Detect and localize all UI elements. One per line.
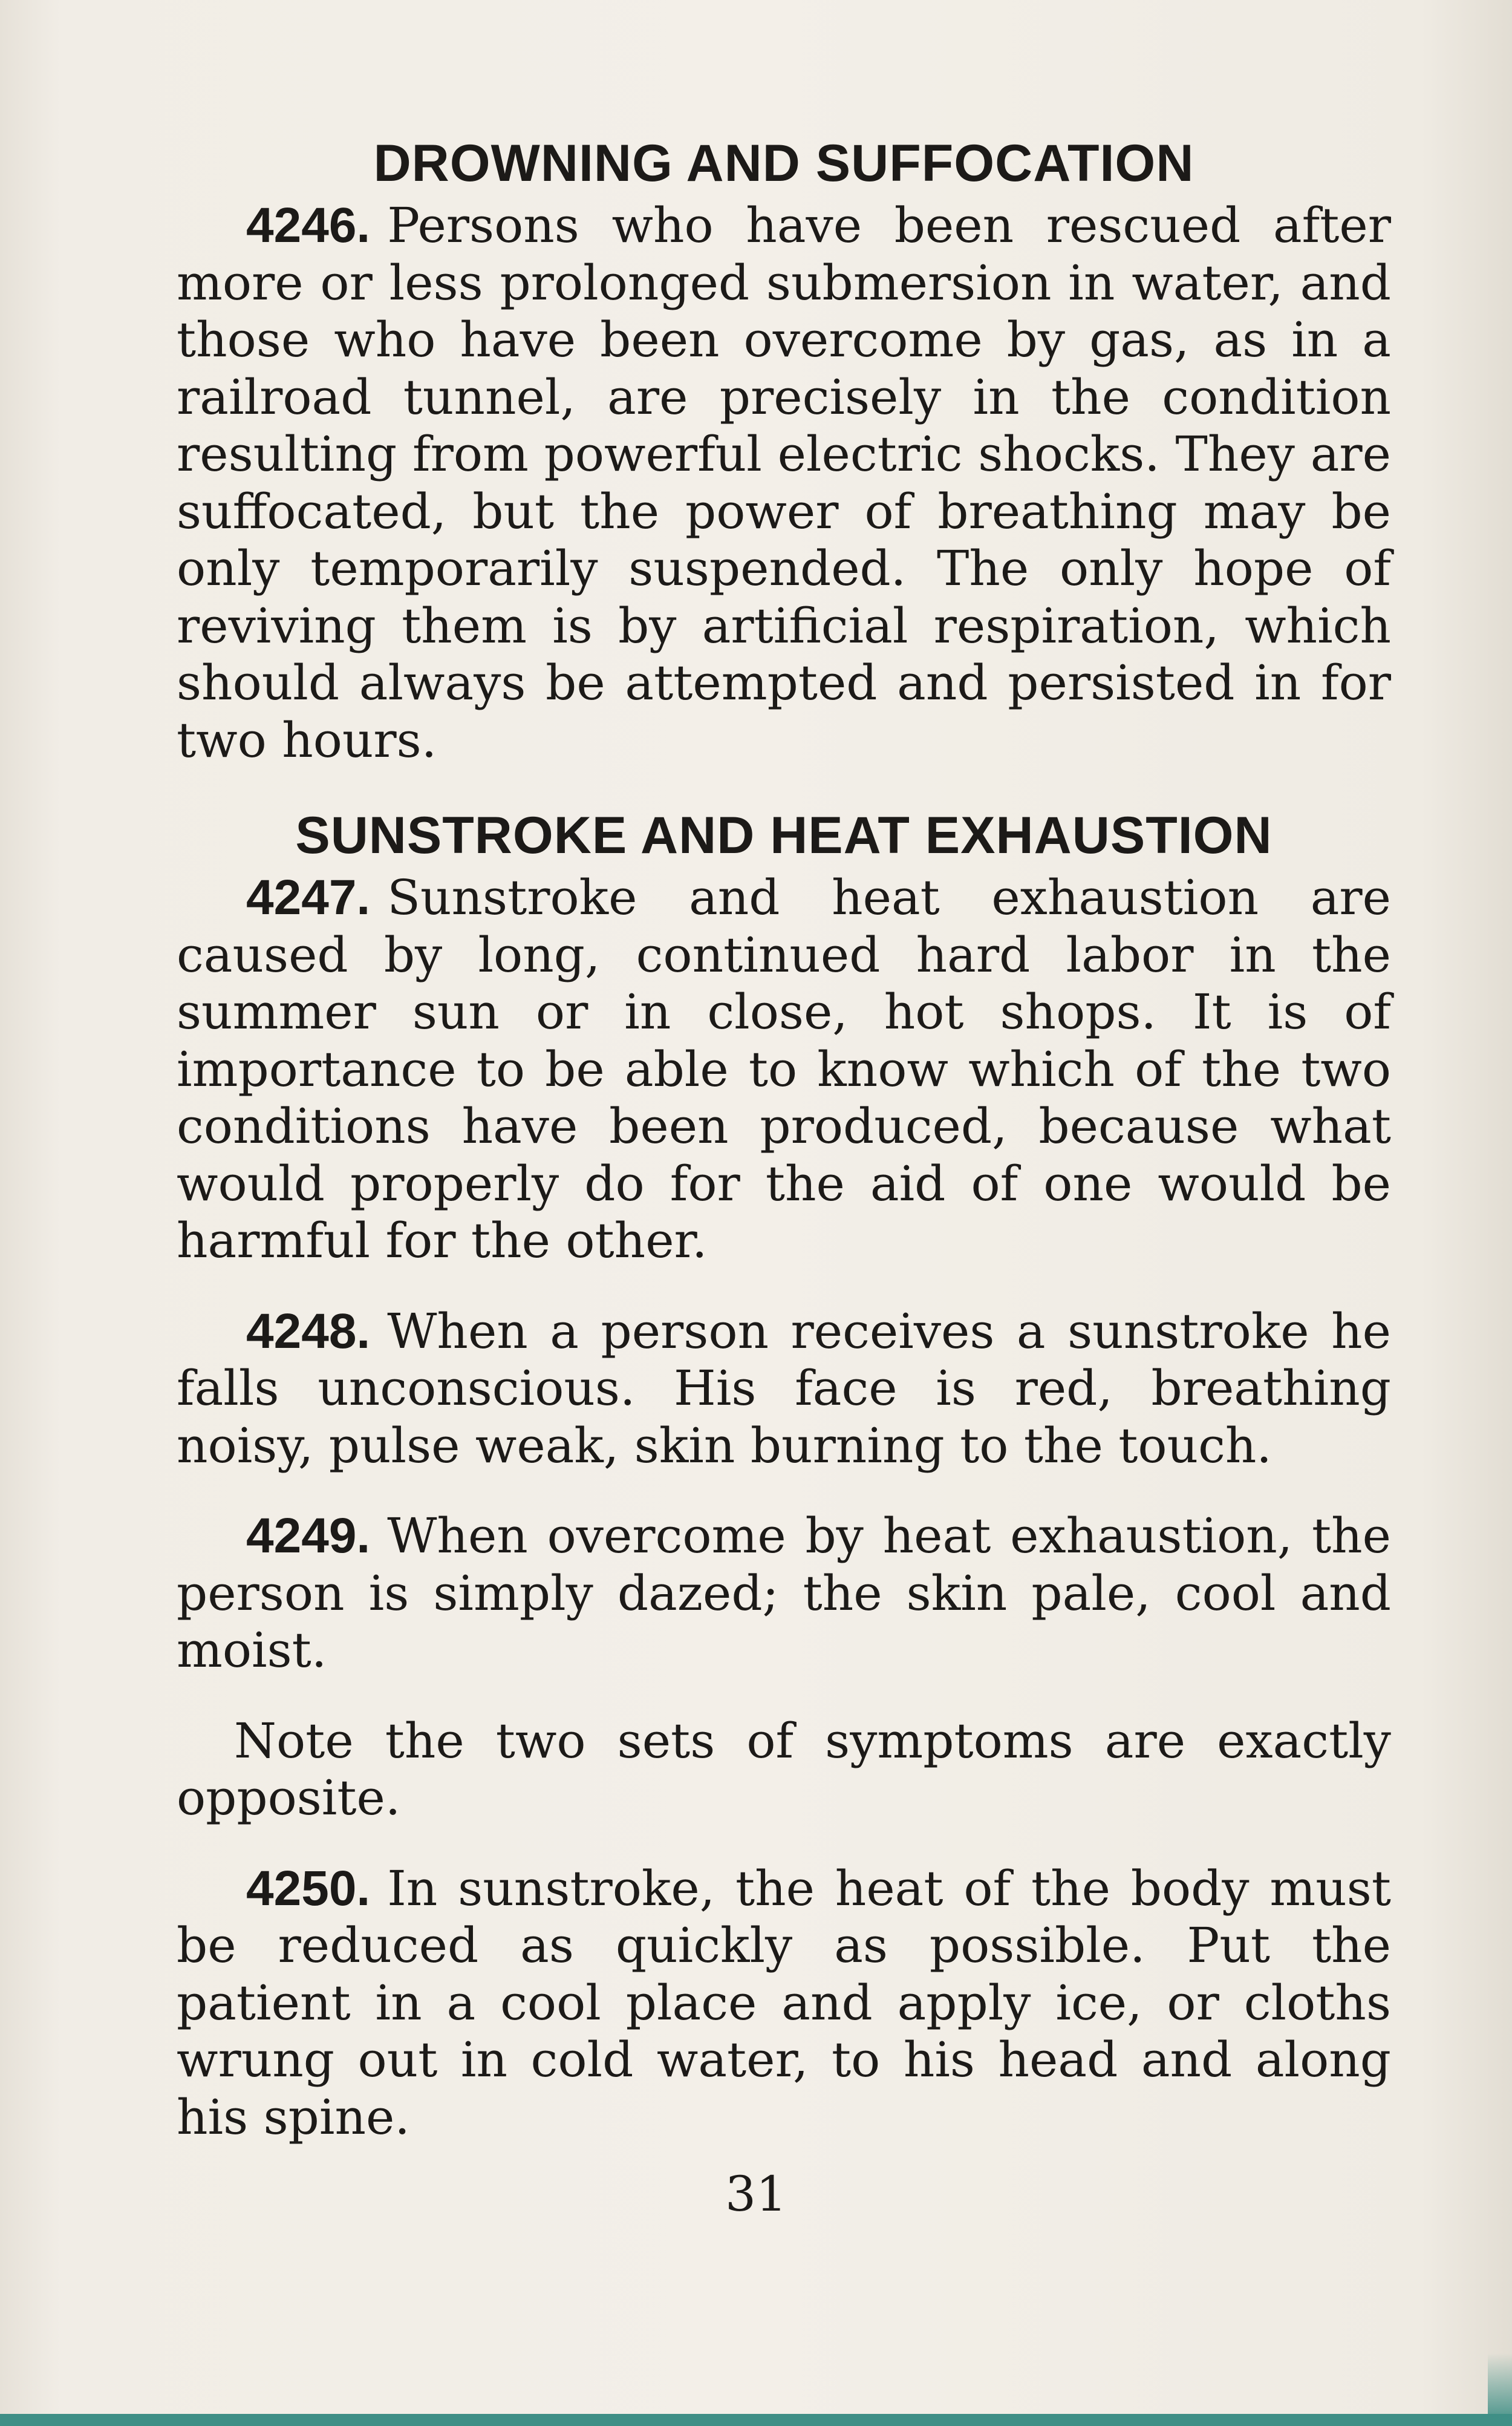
page-content bbox=[177, 133, 1391, 2146]
section-heading-drowning: DROWNING AND SUFFOCATION bbox=[373, 134, 1194, 192]
paragraph-spacer bbox=[177, 1827, 1391, 1860]
page-number: 31 bbox=[725, 2166, 787, 2222]
paragraph-text: In sunstroke, the heat of the body must be reduced as quickly as possible. Put the patient in a cool place and apply ice, or cloths wrung out in cold water, to his head and along his spine. bbox=[177, 1860, 1391, 2145]
paragraph-note bbox=[177, 1713, 1391, 1827]
paragraph-text: When a person receives a sunstroke he falls unconscious. His face is red, breathing noisy, pulse weak, skin burning to the touch. bbox=[177, 1303, 1391, 1474]
paragraph-spacer bbox=[177, 1270, 1391, 1303]
paragraph-spacer bbox=[177, 1474, 1391, 1508]
paragraph-text: Persons who have been rescued after more or less prolonged submersion in water, and those who have been overcome by gas, as in a railroad tunnel, are precisely in the condition resulting from powerful electric shocks. They are suffocated, but the power of breathing may be only temporarily suspended. The only hope of reviving them is by artificial respiration, which should always be attempted and persisted in for two hours. bbox=[177, 197, 1391, 768]
paragraph-4249 bbox=[177, 1508, 1391, 1679]
section-spacer bbox=[177, 769, 1391, 805]
paragraph-4247 bbox=[177, 869, 1391, 1270]
paragraph-number: 4246. bbox=[246, 198, 371, 253]
paragraph-number: 4249. bbox=[246, 1508, 371, 1563]
paragraph-number: 4250. bbox=[246, 1860, 371, 1916]
paragraph-4248 bbox=[177, 1303, 1391, 1475]
paragraph-number: 4247. bbox=[246, 870, 371, 925]
paragraph-4250 bbox=[177, 1860, 1391, 2146]
paragraph-text: Note the two sets of symptoms are exactly opposite. bbox=[177, 1712, 1391, 1826]
paragraph-text: When overcome by heat exhaustion, the person is simply dazed; the skin pale, cool and moist. bbox=[177, 1508, 1391, 1678]
cover-edge bbox=[0, 2414, 1512, 2426]
paragraph-4246 bbox=[177, 197, 1391, 769]
paragraph-number: 4248. bbox=[246, 1303, 371, 1359]
paragraph-spacer bbox=[177, 1679, 1391, 1713]
paragraph-text: Sunstroke and heat exhaustion are caused by long, continued hard labor in the summer sun or in close, hot shops. It is of importance to be able to know which of the two conditions have been produced, because what would properly do for the aid of one would be harmful for the other. bbox=[177, 869, 1391, 1269]
section-heading-sunstroke: SUNSTROKE AND HEAT EXHAUSTION bbox=[295, 806, 1272, 865]
